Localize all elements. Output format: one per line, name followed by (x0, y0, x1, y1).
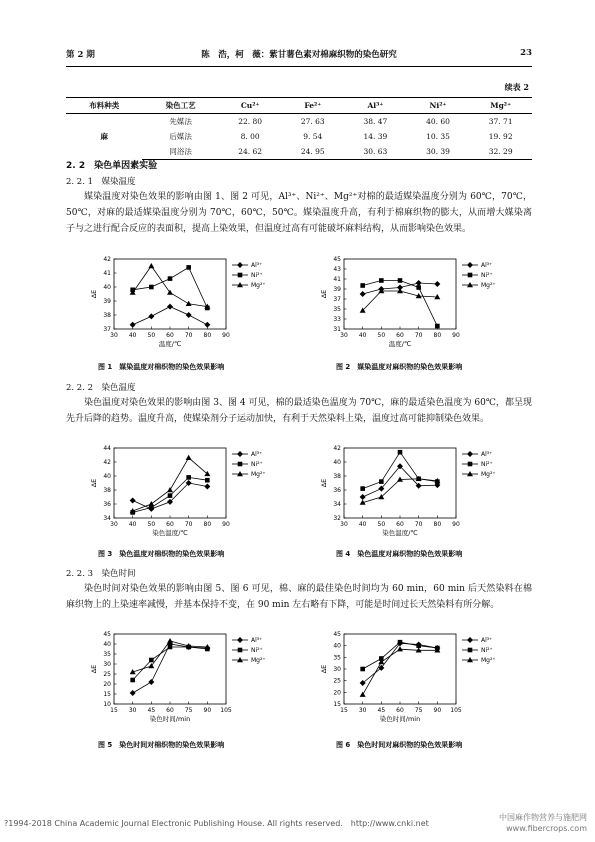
data-point (205, 478, 210, 483)
y-tick-label: 31 (333, 326, 341, 333)
figure-1-chart (80, 253, 280, 353)
legend-marker (468, 273, 473, 278)
x-tick-label: 40 (128, 521, 137, 528)
x-tick-label: 80 (433, 521, 442, 528)
legend-label: Ni²⁺ (251, 272, 263, 280)
table-cell: 24. 62 (219, 144, 282, 160)
plot-frame (114, 448, 226, 518)
series-1 (360, 450, 439, 491)
x-tick-label: 90 (452, 521, 460, 528)
y-tick-label: 39 (103, 298, 111, 305)
series-line (363, 479, 438, 503)
y-tick-label: 25 (333, 677, 341, 685)
y-axis-label: ΔE (320, 664, 328, 674)
data-point (149, 285, 154, 290)
y-tick-label: 45 (333, 631, 341, 638)
x-tick-label: 75 (414, 707, 423, 714)
table-cell: 37. 71 (488, 117, 513, 126)
watermark-line-2: www.fibercrops.com (506, 824, 587, 833)
legend-marker (468, 648, 473, 653)
table-cell: 先媒法 (169, 117, 192, 126)
y-tick-label: 45 (103, 631, 111, 638)
legend-label: Mg²⁺ (251, 657, 266, 665)
x-axis-label: 温度/℃ (388, 340, 412, 348)
section-2-2-3-text: 染色时间对染色效果的影响由图 5、图 6 可见，棉、麻的最佳染色时间均为 60 min，60 min 后天然染料在棉麻织物上的上染速率减慢，并基本保持不变，在 90 min 左右略有下降，可能是时间过长天然染料有所分解。 (66, 584, 532, 610)
y-tick-label: 35 (333, 654, 341, 662)
y-tick-label: 40 (103, 641, 111, 648)
col-ni: Ni²⁺ (407, 98, 470, 114)
series-2 (360, 476, 441, 505)
data-point (168, 276, 173, 281)
y-tick-label: 15 (333, 701, 341, 708)
table-cell: 9. 54 (303, 132, 323, 141)
x-tick-label: 45 (377, 707, 386, 714)
data-point (434, 281, 440, 287)
x-tick-label: 50 (147, 521, 156, 528)
y-axis-label: ΔE (90, 664, 98, 674)
watermark (499, 812, 587, 834)
table-cell: 32. 29 (469, 144, 532, 160)
data-point (148, 313, 154, 319)
figure-5-caption: 图 5 染色时间对棉织物的染色效果影响 (98, 741, 225, 749)
table-header-row (66, 98, 532, 114)
series-1 (130, 645, 209, 683)
legend-marker (238, 648, 243, 653)
series-line (133, 647, 208, 680)
y-tick-label: 43 (333, 266, 341, 273)
series-line (363, 649, 438, 695)
y-tick-label: 25 (103, 671, 111, 678)
y-tick-label: 36 (333, 487, 341, 494)
y-tick-label: 30 (333, 666, 341, 673)
y-tick-label: 20 (333, 689, 341, 697)
data-point (167, 638, 173, 643)
copyright-footer: ?1994-2018 China Academic Journal Electronic Publishing House. All rights reserved. http://www.cnki.net (4, 819, 429, 828)
x-axis-label: 染色时间/min (379, 715, 421, 723)
table-cell: 27. 63 (300, 117, 325, 126)
table-row (66, 114, 532, 130)
legend-marker (238, 462, 243, 467)
fabric-cell: 麻 (100, 132, 108, 142)
x-axis-label: 温度/℃ (158, 340, 182, 348)
series-line (133, 266, 208, 307)
page-number: 23 (520, 48, 532, 58)
data-point (130, 498, 136, 504)
x-axis-label: 染色时间/min (149, 715, 191, 723)
legend-label: Ni²⁺ (251, 647, 263, 655)
col-fabric: 布料种类 (66, 98, 142, 114)
legend-marker (237, 637, 243, 643)
legend-label: Ni²⁺ (481, 647, 493, 655)
running-title: 陈 浩，柯 薇：紫甘薯色素对棉麻织物的染色研究 (201, 50, 397, 60)
y-axis-label: ΔE (320, 478, 328, 488)
figure-4-chart (310, 442, 510, 542)
legend-label: Mg²⁺ (481, 282, 496, 290)
series-line (363, 452, 438, 488)
data-point (130, 678, 135, 683)
y-tick-label: 40 (103, 473, 111, 480)
x-tick-label: 90 (203, 707, 212, 714)
y-tick-label: 15 (103, 691, 111, 698)
data-point (416, 280, 422, 286)
data-point (379, 479, 384, 484)
table-cell: 19. 92 (488, 132, 513, 141)
data-point (167, 304, 173, 310)
figure-2-chart (310, 253, 510, 353)
data-point (397, 646, 403, 651)
data-point (186, 312, 192, 318)
figure-6-chart (310, 628, 510, 728)
legend-label: Mg²⁺ (251, 282, 266, 290)
legend-label: Mg²⁺ (481, 471, 496, 479)
data-point (360, 283, 365, 288)
table-cell: 8. 00 (240, 132, 260, 141)
data-point (360, 494, 366, 500)
x-tick-label: 90 (452, 332, 460, 339)
table-cell: 10. 35 (426, 132, 450, 141)
x-tick-label: 60 (166, 332, 174, 339)
x-tick-label: 80 (433, 332, 442, 339)
x-axis-label: 染色温度/℃ (382, 529, 418, 537)
legend-label: Al³⁺ (251, 262, 263, 270)
y-tick-label: 38 (103, 312, 111, 319)
x-tick-label: 30 (358, 707, 367, 714)
legend-label: Al³⁺ (481, 451, 493, 459)
data-point (379, 278, 384, 283)
x-tick-label: 45 (147, 707, 156, 714)
data-point (204, 322, 210, 328)
x-tick-label: 60 (396, 332, 404, 339)
legend-marker (467, 451, 473, 457)
legend-marker (467, 637, 473, 643)
y-tick-label: 41 (333, 276, 341, 283)
section-2-2-title: 2. 2 染色单因素实验 (66, 161, 158, 171)
x-tick-label: 50 (377, 332, 386, 339)
x-tick-label: 40 (358, 521, 367, 528)
legend-label: Al³⁺ (251, 637, 263, 645)
figure-4-caption: 图 4 染色温度对麻织物的染色效果影响 (336, 550, 463, 558)
y-tick-label: 37 (333, 296, 341, 303)
x-tick-label: 60 (166, 521, 174, 528)
legend-label: Al³⁺ (251, 451, 263, 459)
y-tick-label: 34 (333, 501, 341, 508)
data-point (148, 501, 154, 506)
x-tick-label: 15 (110, 707, 118, 714)
legend-label: Mg²⁺ (481, 657, 496, 665)
legend-marker (237, 657, 243, 662)
x-tick-label: 70 (414, 332, 423, 339)
y-axis-label: ΔE (90, 478, 98, 488)
y-tick-label: 42 (103, 459, 111, 466)
x-tick-label: 90 (222, 332, 230, 339)
series-1 (130, 265, 209, 310)
table-cell: 14. 39 (363, 132, 388, 141)
col-al: Al³⁺ (344, 98, 407, 114)
y-tick-label: 39 (333, 286, 341, 293)
table-continued-label: 续表 2 (504, 82, 529, 92)
x-tick-label: 30 (110, 332, 118, 339)
data-point (360, 692, 366, 697)
data-point (130, 690, 136, 696)
x-tick-label: 40 (358, 332, 367, 339)
legend-label: Al³⁺ (481, 637, 493, 645)
y-tick-label: 35 (333, 306, 341, 313)
series-line (363, 291, 438, 311)
legend-label: Ni²⁺ (481, 272, 493, 280)
x-tick-label: 30 (340, 521, 348, 528)
y-tick-label: 38 (333, 473, 341, 480)
issue-number: 第 2 期 (66, 50, 95, 60)
x-tick-label: 60 (166, 707, 174, 714)
y-tick-label: 35 (103, 651, 111, 658)
x-tick-label: 105 (450, 707, 462, 714)
legend-label: Al³⁺ (481, 262, 493, 270)
data-point (186, 475, 191, 480)
data-point (360, 291, 366, 297)
table-cell: 30. 39 (407, 144, 470, 160)
data-point (186, 455, 192, 460)
series-2 (360, 646, 441, 697)
legend-marker (237, 262, 243, 268)
x-tick-label: 70 (184, 521, 193, 528)
data-point (130, 322, 136, 328)
data-point (167, 290, 173, 295)
data-point (167, 487, 173, 492)
x-tick-label: 90 (433, 707, 442, 714)
data-point (416, 643, 421, 648)
table-cell: 同浴法 (142, 144, 218, 160)
legend-label: Ni²⁺ (481, 461, 493, 469)
col-cu: Cu²⁺ (219, 98, 282, 114)
table-cell: 38. 47 (363, 117, 388, 126)
section-2-2-1-text: 媒染温度对染色效果的影响由图 1、图 2 可见，Al³⁺、Ni²⁺、Mg²⁺对棉的最适媒染温度分别为 60℃，70℃，50℃，对麻的最适媒染温度分别为 70℃，60℃，50℃。媒染温度升高，有利于棉麻织物的膨大，从而增大媒染离子与之进行配合反应的表面积，提高上染效果，但温度过高有可能破坏麻料结构，从而影响染色效果。 (66, 192, 532, 234)
y-tick-label: 32 (333, 515, 341, 522)
data-point (360, 667, 365, 672)
y-axis-label: ΔE (90, 289, 98, 299)
legend-marker (468, 462, 473, 467)
col-mg: Mg²⁺ (469, 98, 532, 114)
figure-1-caption: 图 1 媒染温度对棉织物的染色效果影响 (98, 363, 225, 371)
legend-label: Mg²⁺ (251, 471, 266, 479)
legend-label: Ni²⁺ (251, 461, 263, 469)
data-point (360, 486, 365, 491)
data-point (204, 484, 210, 490)
x-tick-label: 90 (222, 521, 230, 528)
x-tick-label: 70 (184, 332, 193, 339)
y-tick-label: 34 (103, 515, 111, 522)
section-2-2-1-title: 2. 2. 1 媒染温度 (66, 177, 136, 187)
y-tick-label: 42 (333, 445, 341, 452)
y-tick-label: 40 (333, 642, 341, 650)
legend-marker (467, 262, 473, 268)
x-axis-label: 染色温度/℃ (152, 529, 188, 537)
figure-3-chart (80, 442, 280, 542)
data-point (186, 301, 192, 306)
legend-marker (237, 451, 243, 457)
y-tick-label: 20 (103, 681, 111, 688)
section-2-2-2-text: 染色温度对染色效果的影响由图 3、图 4 可见，棉的最适染色温度为 70℃，麻的最适染色温度为 60℃，都呈现先升后降的趋势。温度升高，使媒染剂分子运动加快，有利于天然染料上染，温度过高可能抑制染色效果。 (66, 398, 532, 424)
y-tick-label: 41 (103, 270, 111, 277)
y-tick-label: 44 (103, 445, 111, 452)
x-tick-label: 60 (396, 707, 404, 714)
watermark-line-1: 中国麻作物营养与施肥网 (499, 813, 587, 822)
x-tick-label: 80 (203, 332, 212, 339)
table-cell: 后媒法 (169, 132, 192, 141)
figure-2-caption: 图 2 媒染温度对麻织物的染色效果影响 (336, 363, 463, 371)
y-tick-label: 42 (103, 256, 111, 263)
series-1 (130, 475, 209, 515)
y-tick-label: 40 (103, 284, 111, 291)
table-2 (66, 97, 532, 160)
x-tick-label: 75 (184, 707, 193, 714)
figure-6-caption: 图 6 染色时间对麻织物的染色效果影响 (336, 741, 463, 749)
data-point (416, 285, 421, 290)
data-point (148, 679, 154, 685)
y-axis-label: ΔE (320, 289, 328, 299)
section-2-2-3-title: 2. 2. 3 染色时间 (66, 569, 136, 579)
col-process: 染色工艺 (142, 98, 218, 114)
y-tick-label: 30 (103, 661, 111, 668)
figure-5-chart (80, 628, 280, 728)
data-point (398, 640, 403, 645)
table-cell: 30. 63 (344, 144, 407, 160)
series-0 (130, 304, 211, 328)
running-header (66, 48, 532, 62)
section-2-2-2-title: 2. 2. 2 染色温度 (66, 383, 136, 393)
table-cell: 40. 60 (426, 117, 450, 126)
series-line (133, 267, 208, 308)
x-tick-label: 30 (110, 521, 118, 528)
x-tick-label: 40 (128, 332, 137, 339)
x-tick-label: 60 (396, 521, 404, 528)
x-tick-label: 80 (203, 521, 212, 528)
data-point (149, 658, 154, 663)
x-tick-label: 30 (340, 332, 348, 339)
x-tick-label: 105 (220, 707, 232, 714)
legend-marker (238, 273, 243, 278)
col-fe: Fe²⁺ (281, 98, 344, 114)
x-tick-label: 50 (147, 332, 156, 339)
x-tick-label: 50 (377, 521, 386, 528)
x-tick-label: 70 (414, 521, 423, 528)
data-point (398, 450, 403, 455)
y-tick-label: 38 (103, 487, 111, 494)
legend-marker (467, 657, 473, 662)
figure-3-caption: 图 3 染色温度对棉织物的染色效果影响 (98, 550, 225, 558)
table-cell: 24. 95 (281, 144, 344, 160)
data-point (168, 645, 173, 650)
data-point (398, 278, 403, 283)
data-point (435, 324, 440, 329)
y-tick-label: 33 (333, 316, 341, 323)
y-tick-label: 36 (103, 501, 111, 508)
data-point (186, 265, 191, 270)
header-rule (66, 66, 532, 67)
data-point (148, 263, 154, 268)
x-tick-label: 15 (340, 707, 348, 714)
series-2 (130, 263, 211, 309)
data-point (168, 493, 173, 498)
table-cell: 22. 80 (238, 117, 263, 126)
y-tick-label: 37 (103, 326, 111, 333)
y-tick-label: 10 (103, 701, 111, 708)
y-tick-label: 40 (333, 459, 341, 466)
x-tick-label: 30 (128, 707, 137, 714)
y-tick-label: 45 (333, 256, 341, 263)
